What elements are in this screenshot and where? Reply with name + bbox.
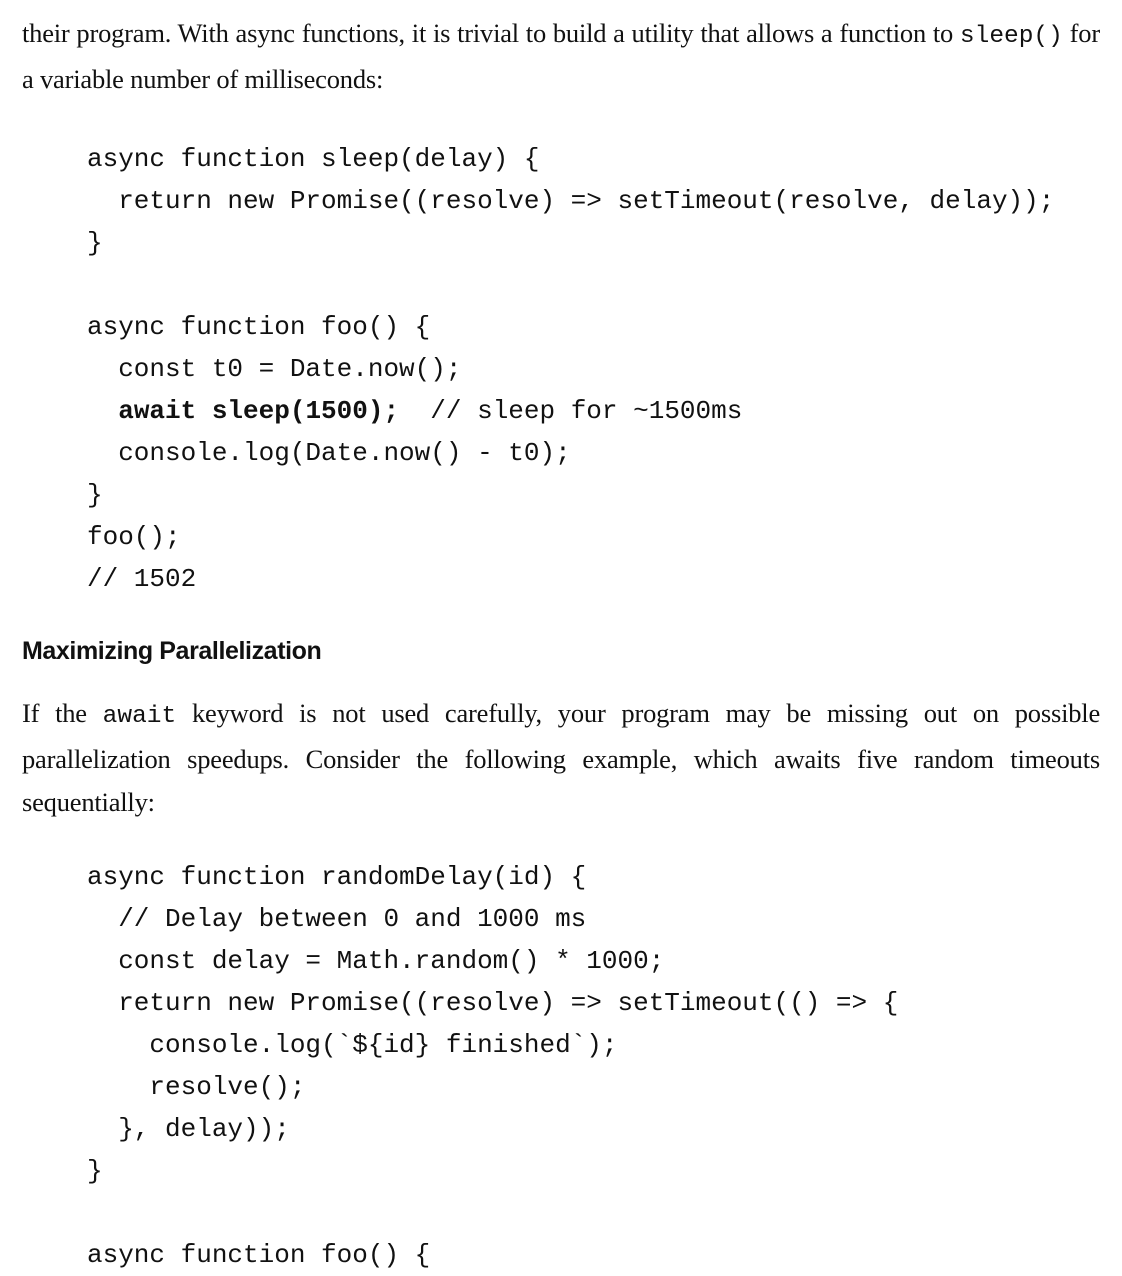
text-segment [87,396,118,426]
text-segment: resolve(); [87,1072,306,1102]
text-segment: keyword is not used carefully, your program may be missing out on possible parallelization speedups. Consider the following example, which awaits five random timeouts sequentially: [22,698,1101,817]
text-segment: } [87,228,103,258]
code-block-random-delay [87,856,1100,1276]
text-segment: console.log(Date.now() - t0); [87,438,571,468]
text-segment: await sleep(1500); [118,396,400,426]
text-segment: If the [22,698,103,728]
code-line [87,940,1100,982]
inline-code: await [102,703,177,730]
inline-code: sleep() [959,23,1063,50]
code-line [87,348,1100,390]
code-line [87,1024,1100,1066]
code-line [87,516,1100,558]
text-segment: async function randomDelay(id) { [87,862,587,892]
code-line [87,222,1100,264]
text-segment: return new Promise((resolve) => setTimeout(() => { [87,988,899,1018]
code-line [87,898,1100,940]
code-line [87,180,1100,222]
code-line [87,1150,1100,1192]
text-segment: return new Promise((resolve) => setTimeout(resolve, delay)); [87,186,1055,216]
text-segment: async function sleep(delay) { [87,144,540,174]
intro-paragraph [22,12,1100,101]
text-segment: foo(); [87,522,181,552]
code-line [87,432,1100,474]
text-segment: // sleep for ~1500ms [399,396,743,426]
code-line [87,1234,1100,1276]
code-line [87,306,1100,348]
text-segment: } [87,480,103,510]
code-line [87,1192,1100,1234]
text-segment: console.log(`${id} finished`); [87,1030,618,1060]
code-line [87,138,1100,180]
code-line [87,390,1100,432]
code-line [87,982,1100,1024]
code-line [87,1108,1100,1150]
text-segment: // Delay between 0 and 1000 ms [87,904,587,934]
code-line [87,558,1100,600]
text-segment: async function foo() { [87,1240,431,1270]
text-segment: const delay = Math.random() * 1000; [87,946,665,976]
section-paragraph [22,692,1100,824]
text-segment: } [87,1156,103,1186]
text-segment: their program. With async functions, it is trivial to build a utility that allows a function to [22,18,960,48]
text-segment: // 1502 [87,564,197,594]
text-segment: async function foo() { [87,312,431,342]
code-line [87,474,1100,516]
code-block-sleep-foo [87,138,1100,600]
code-line [87,1066,1100,1108]
text-segment: }, delay)); [87,1114,290,1144]
section-heading: Maximizing Parallelization [22,637,322,665]
code-line [87,856,1100,898]
text-segment: for a variable number of milliseconds: [22,18,1100,94]
text-segment: const t0 = Date.now(); [87,354,462,384]
code-line [87,264,1100,306]
